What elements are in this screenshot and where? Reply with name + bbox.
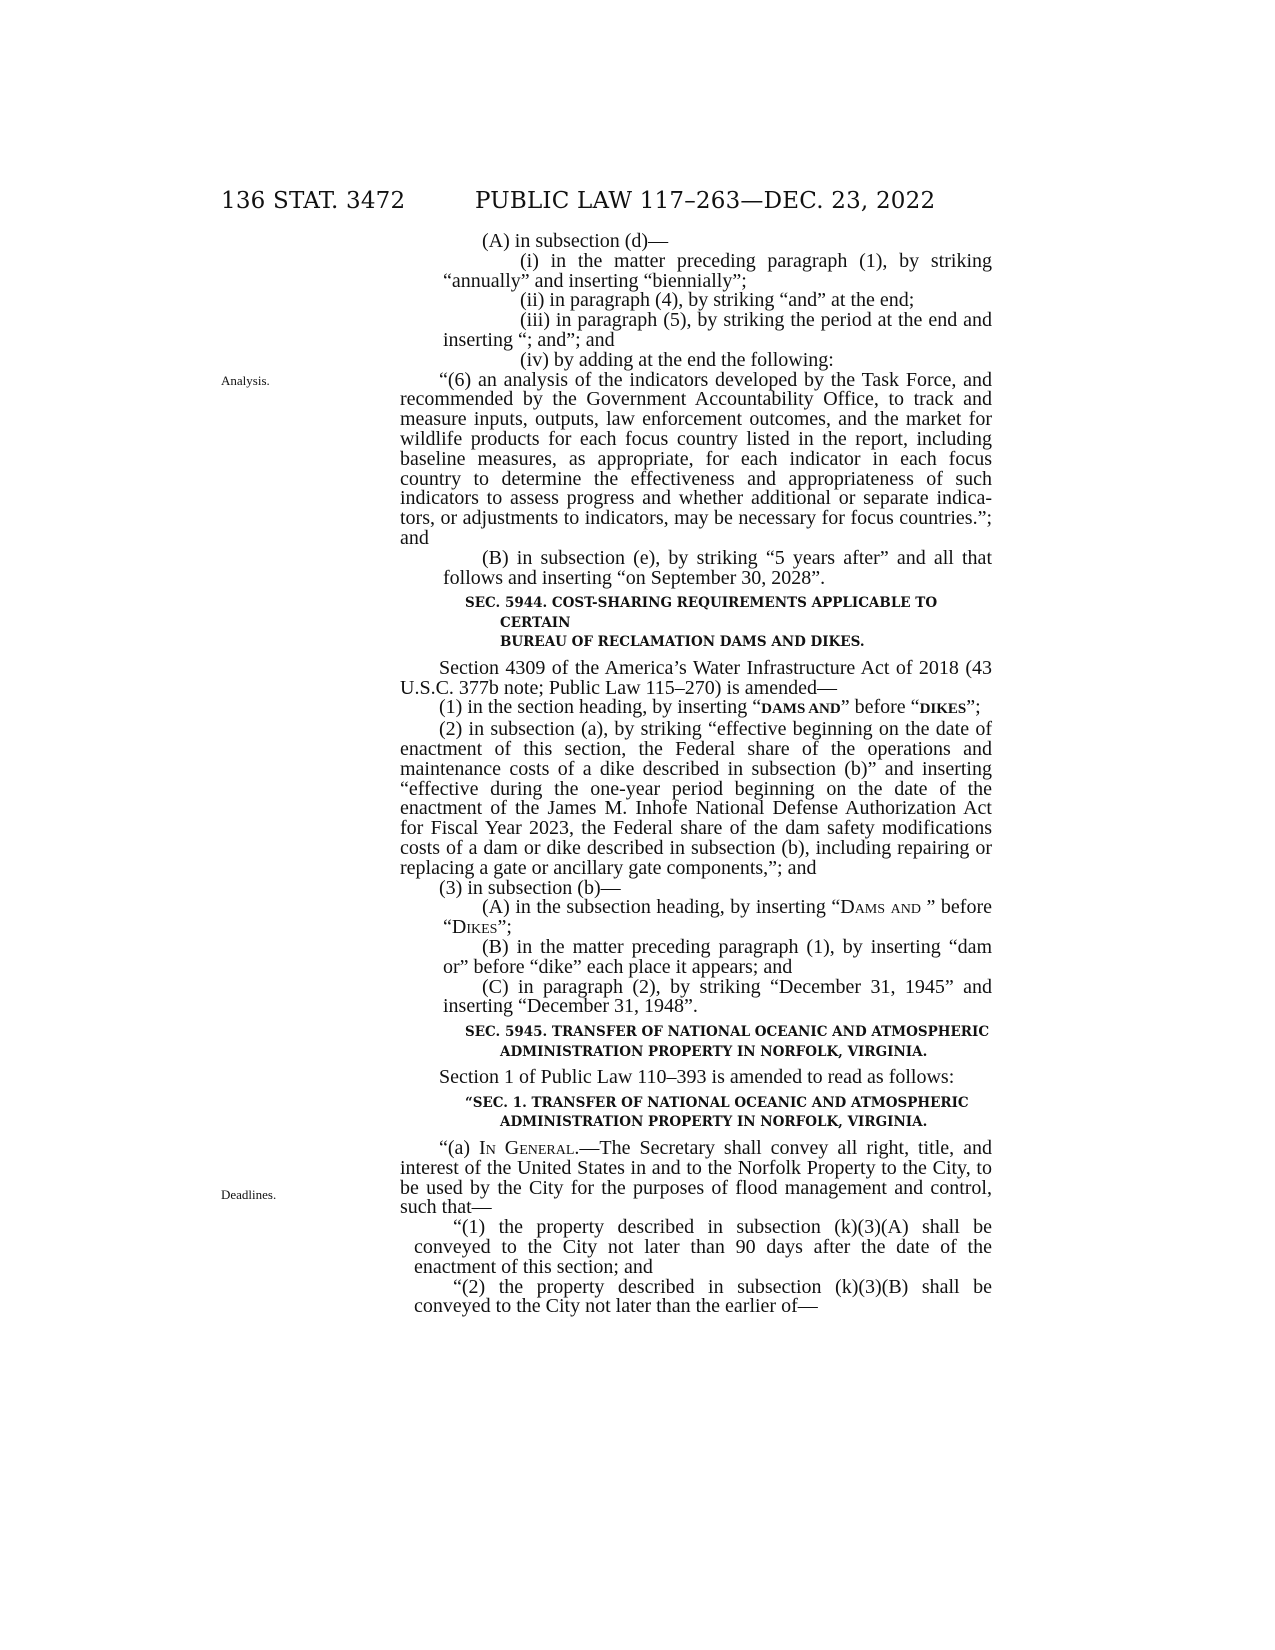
margin-note-analysis: Analysis. (221, 373, 270, 388)
section-heading-sec1 (400, 1094, 992, 1133)
text-run: Dikes (451, 916, 498, 939)
paragraph (400, 698, 992, 720)
paragraph (400, 898, 992, 938)
paragraph: (iv) by adding at the end the following: (520, 348, 834, 371)
paragraph: (2) in subsection (a), by striking “effective beginning on the date of enactment of this section, the Federal share of the operations and maintenance costs of a dike described in subsection (b)” and inserting “effective during the one-year period beginning on the date of the enactment of the James M. Inhofe National Defense Authorization Act for Fiscal Year 2023, the Federal share of the dam safety modifications costs of a dam or dike described in subsection (b), including repairing or replacing a gate or ancillary gate components,”; and (400, 718, 992, 879)
text-run: ”; (966, 696, 981, 719)
text-run: .—The Secretary shall convey all right, title, and interest of the United States in and to the Norfolk Property to the City, to be used by the City for the purposes of flood management and control, such that— (400, 1136, 992, 1219)
section-heading-line: ADMINISTRATION PROPERTY IN NORFOLK, VIRGINIA. (500, 1114, 928, 1131)
paragraph: (iii) in paragraph (5), by striking the period at the end and inserting “; and”; and (443, 309, 992, 351)
paragraph: (A) in subsection (d)— (482, 230, 669, 252)
section-heading-line: SEC. 5945. TRANSFER OF NATIONAL OCEANIC AND ATMOSPHERIC (465, 1024, 990, 1041)
text-run: DIKES (919, 701, 967, 718)
paragraph: “(2) the property described in subsection (k)(3)(B) shall be conveyed to the City not later than the earlier of— (414, 1275, 992, 1318)
paragraph (400, 1136, 992, 1219)
paragraph: “(1) the property described in subsection (k)(3)(A) shall be conveyed to the City not later than 90 days after the date of the enactment of this section; and (414, 1216, 992, 1278)
paragraph: Section 4309 of the America’s Water Infrastructure Act of 2018 (43 U.S.C. 377b note; Public Law 115–270) is amended— (400, 656, 992, 699)
text-run: (A) in the subsection heading, by inserting “ (482, 896, 841, 919)
paragraph: Section 1 of Public Law 110–393 is amended to read as follows: (439, 1066, 955, 1089)
text-run: Dams and (840, 896, 921, 919)
running-header: PUBLIC LAW 117–263—DEC. 23, 2022 (475, 188, 936, 214)
paragraph: (ii) in paragraph (4), by striking “and” at the end; (520, 289, 915, 312)
text-run: “(a) (439, 1136, 480, 1159)
text-run: (1) in the section heading, by inserting “ (439, 696, 762, 719)
section-heading-5944 (400, 594, 992, 653)
section-heading-line: “SEC. 1. TRANSFER OF NATIONAL OCEANIC AND ATMOSPHERIC (465, 1094, 969, 1111)
text-run: In General (479, 1136, 575, 1159)
paragraph: (i) in the matter preceding paragraph (1), by striking “annually” and inserting “biennially”; (443, 249, 992, 292)
statute-body (400, 232, 992, 1317)
paragraph: (B) in subsection (e), by striking “5 years after” and all that follows and inserting “on September 30, 2028”. (443, 546, 992, 589)
text-run: DAMS AND (761, 701, 841, 718)
section-heading-line: BUREAU OF RECLAMATION DAMS AND DIKES. (500, 634, 865, 651)
paragraph: (B) in the matter preceding paragraph (1), by inserting “dam or” before “dike” each place it appears; and (443, 936, 992, 978)
section-heading-line: SEC. 5944. COST-SHARING REQUIREMENTS APPLICABLE TO CERTAIN (465, 595, 938, 631)
section-heading-line: ADMINISTRATION PROPERTY IN NORFOLK, VIRGINIA. (500, 1043, 928, 1060)
quoted-paragraph: “(6) an analysis of the indicators developed by the Task Force, and recommended by the Government Accountability Office, to track and measure inputs, outputs, law enforcement outcomes, and the market for wildlife products for each focus country listed in the report, including baseline measures, as appropriate, for each indicator in each focus country to determine the effectiveness and appropriateness of such indicators to assess progress and whether additional or separate indicators, or adjustments to indicators, may be necessary for focus countries.”; and (400, 368, 992, 549)
text-run: ”; (497, 916, 512, 939)
text-run: ” before “ (443, 896, 992, 939)
margin-note-deadlines: Deadlines. (221, 1187, 277, 1202)
paragraph: (C) in paragraph (2), by striking “December 31, 1945” and inserting “December 31, 1948”. (443, 975, 992, 1018)
page-stat-number: 136 STAT. 3472 (221, 188, 406, 214)
paragraph: (3) in subsection (b)— (439, 876, 621, 899)
text-run: ” before “ (840, 696, 920, 719)
section-heading-5945 (400, 1023, 992, 1062)
